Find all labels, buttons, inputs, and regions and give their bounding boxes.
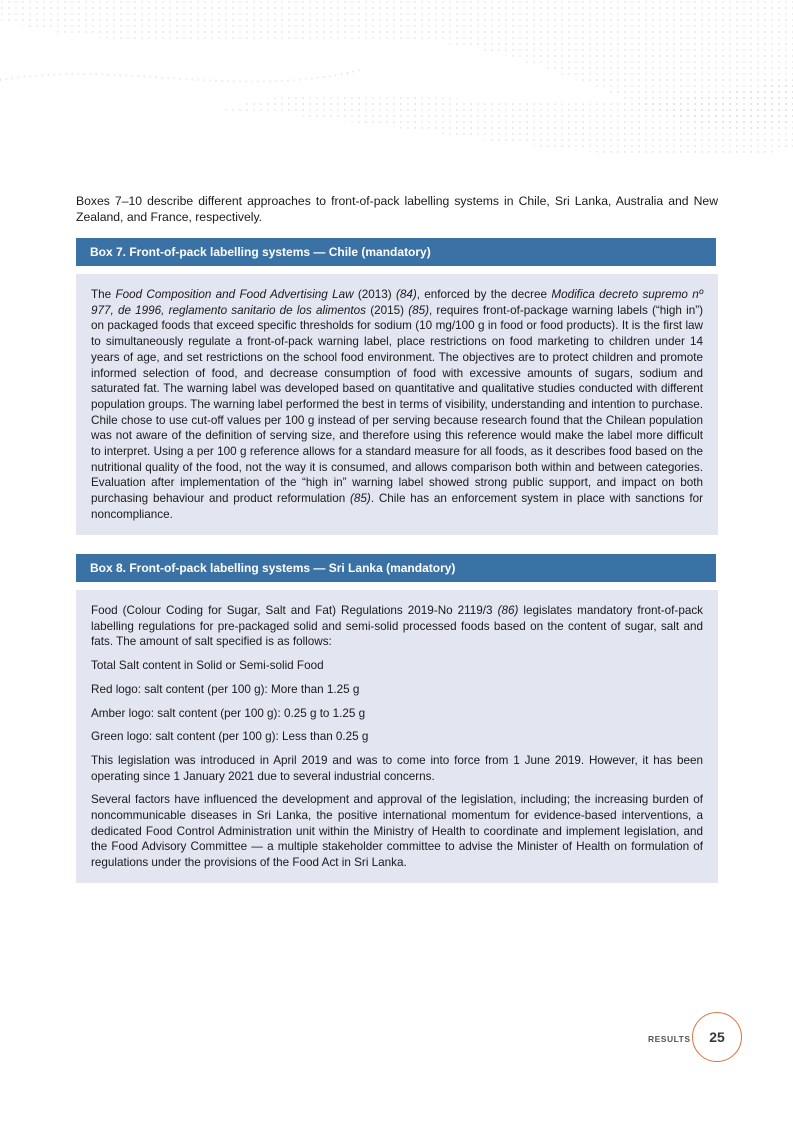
text: (2013) — [353, 288, 396, 301]
law-name: Food Composition and Food Advertising Law — [115, 288, 354, 301]
reference: (85) — [408, 303, 429, 317]
text: , enforced by the decree — [416, 288, 552, 301]
box8-title: Box 8. Front-of-pack labelling systems — Sri Lanka (mandatory) — [76, 554, 716, 582]
box7-title: Box 7. Front-of-pack labelling systems — Chile (mandatory) — [76, 238, 716, 266]
text: , requires front-of-package warning labels (“high in”) on packaged foods that exceed specific thresholds for sodium (10 mg/100 g in food or food products). It is the first law to simultaneously regulate a front-of-pack warning label, place restrictions on food marketing to children under 14 years of age, and set restrictions on the school food environment. The objectives are to protect children and promote informed selection of food, and decrease consumption of food with excessive amounts of sugars, sodium and saturated fat. The warning label was developed based on quantitative and qualitative studies conducted with different population groups. The warning label performed the best in terms of visibility, understanding and intention to purchase. Chile chose to use cut-off values per 100 g instead of per serving because research found that the Chilean population was not aware of the definition of serving size, and therefore using this reference would make the label more difficult to interpret. Using a per 100 g reference allows for a standard measure for all foods, as it describes food based on the nutritional quality of the food, not the way it is consumed, and allows comparison both within and between categories. Evaluation after implementation of the “high in” warning label showed strong public support, and impact on both purchasing behaviour and product reformulation — [91, 303, 703, 506]
box8-red-logo: Red logo: salt content (per 100 g): More than 1.25 g — [91, 682, 360, 696]
box8-amber-logo: Amber logo: salt content (per 100 g): 0.25 g to 1.25 g — [91, 706, 366, 720]
box7-paragraph — [91, 287, 703, 523]
box8-paragraph-1 — [91, 603, 703, 650]
reference: (85) — [350, 492, 371, 506]
decorative-dot-wave-header — [0, 0, 793, 175]
box8-green-logo: Green logo: salt content (per 100 g): Less than 0.25 g — [91, 730, 369, 744]
text: The — [91, 288, 116, 301]
box8-paragraph-factors: Several factors have influenced the development and approval of the legislation, including; the increasing burden of noncommunicable diseases in Sri Lanka, the positive international momentum for evidence-based interventions, a dedicated Food Control Administration unit within the Ministry of Health to coordinate and implement legislation, and the Food Advisory Committee — a multiple stakeholder committee to advise the Minister of Health on formulation of regulations under the provisions of the Food Act in Sri Lanka. — [91, 793, 703, 870]
decree-name: Modifica decreto supremo nº 977, de 1996, reglamento sanitario de los alimentos — [91, 288, 704, 317]
reference: (86) — [497, 604, 519, 617]
text: . Chile has an enforcement system in place with sanctions for noncompliance. — [91, 492, 704, 521]
box7-body — [76, 274, 718, 535]
page-number: 25 — [692, 1012, 742, 1062]
box8-body — [76, 590, 718, 883]
intro-paragraph: Boxes 7–10 describe different approaches to front-of-pack labelling systems in Chile, Sri Lanka, Australia and New Zealand, and France, respectively. — [76, 194, 718, 224]
box8-salt-heading: Total Salt content in Solid or Semi-solid Food — [91, 659, 324, 673]
text: Food (Colour Coding for Sugar, Salt and Fat) Regulations 2019-No 2119/3 — [91, 604, 498, 617]
text: (2015) — [366, 303, 409, 317]
section-label: RESULTS — [648, 1034, 691, 1044]
reference: (84) — [395, 288, 417, 301]
text: legislates mandatory front-of-pack labelling regulations for pre-packaged solid and semi-solid processed foods based on the content of sugar, salt and fats. The amount of salt specified is as follows: — [91, 604, 704, 649]
box8-paragraph-timeline: This legislation was introduced in April 2019 and was to come into force from 1 June 2019. However, it has been operating since 1 January 2021 due to several industrial concerns. — [91, 753, 703, 783]
